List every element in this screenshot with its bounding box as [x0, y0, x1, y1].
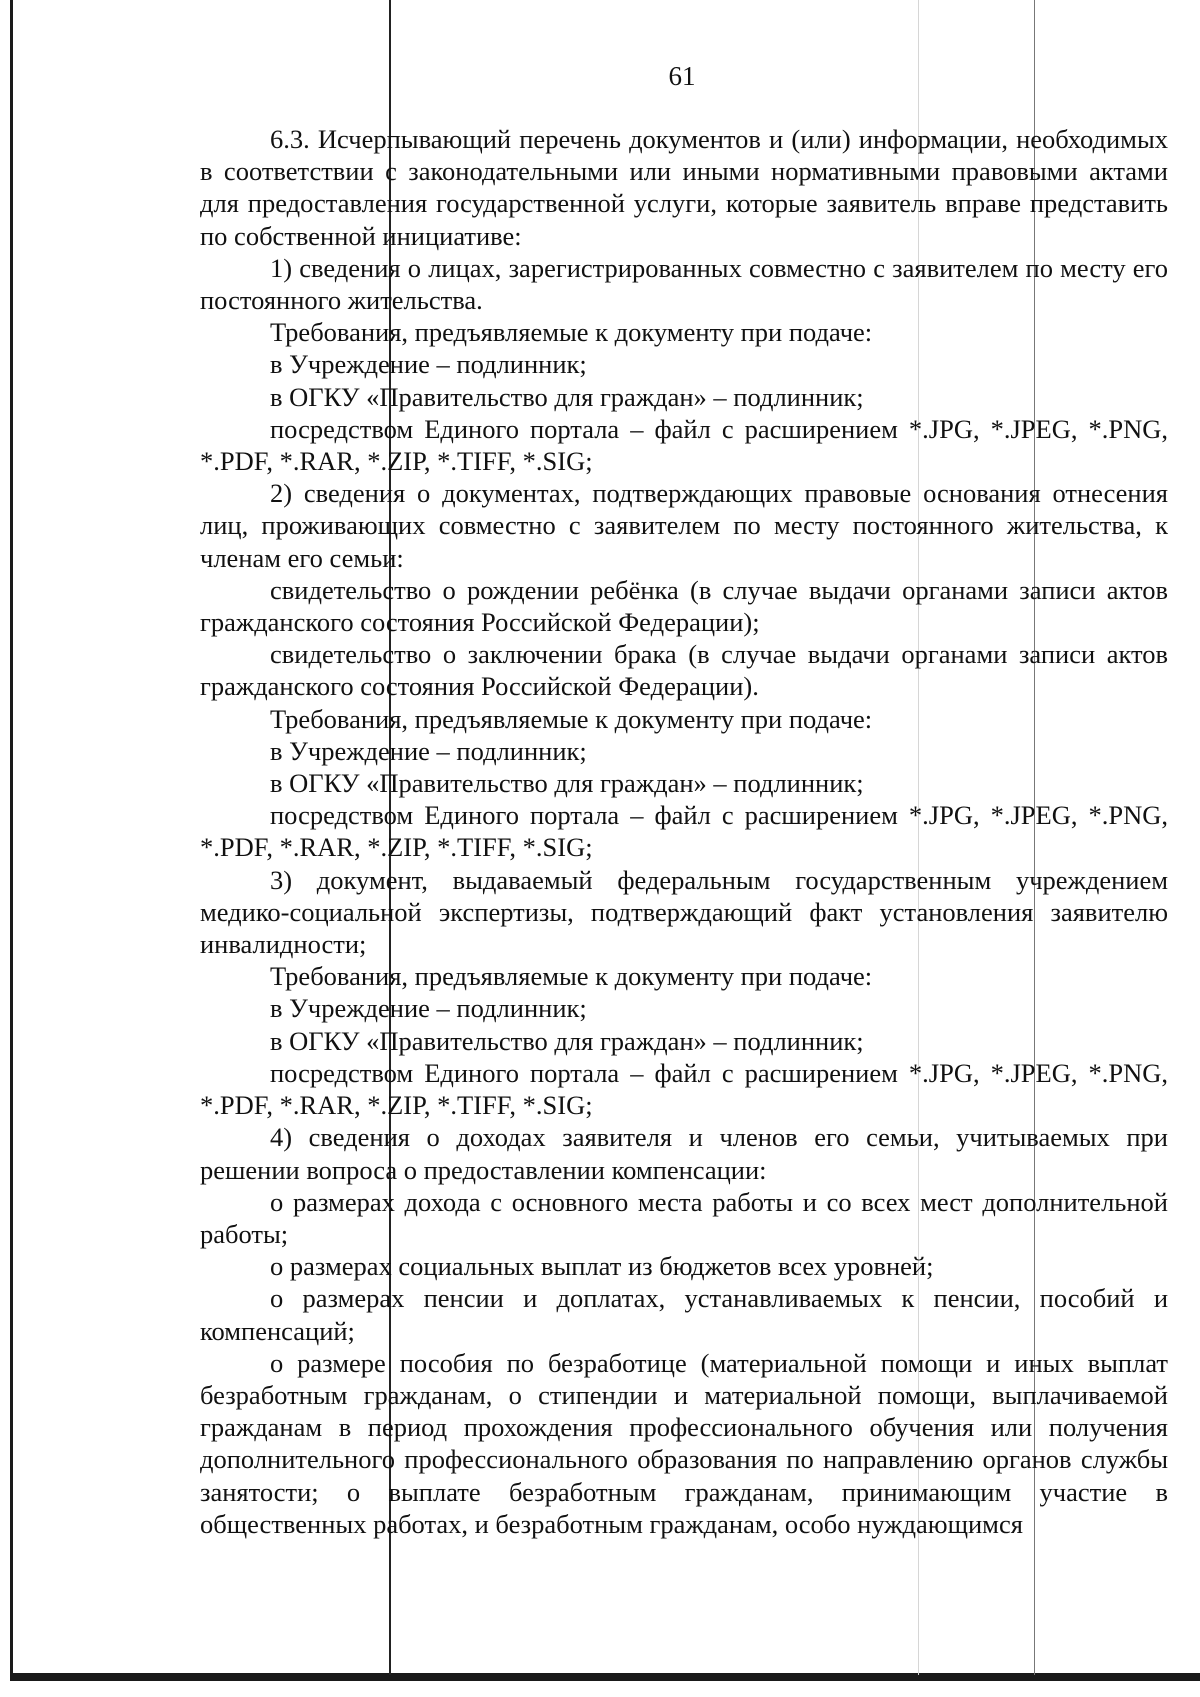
requirement-item: в Учреждение – подлинник; [270, 349, 587, 380]
sub-item: о размере пособия по безработице (материальной помощи и иных выплат безработным гражданам, о стипендии и материальной помощи, выплачиваемой гражданам в период прохождения профессионального обучения или получения дополнительного профессионального образования по направлению органов службы занятости; о выплате безработным гражданам, принимающим участие в общественных работах, и безработным гражданам, особо нуждающимся [200, 1347, 1168, 1539]
sub-item: свидетельство о рождении ребёнка (в случае выдачи органами записи актов гражданского состояния Российской Федерации); [200, 574, 1168, 638]
requirements-heading: Требования, предъявляемые к документу при подаче: [270, 317, 873, 348]
requirement-item: в ОГКУ «Правительство для граждан» – подлинник; [270, 768, 864, 799]
scan-bottom-border [10, 1673, 1200, 1681]
section-heading-paragraph: 6.3. Исчерпывающий перечень документов и (или) информации, необходимых в соответствии с законодательными или иными нормативными правовыми актами для предоставления государственной услуги, которые заявитель вправе представить по собственной инициативе: [200, 124, 1168, 251]
requirement-item: посредством Единого портала – файл с расширением *.JPG, *.JPEG, *.PNG, *.PDF, *.RAR, *.ZIP, *.TIFF, *.SIG; [200, 800, 1168, 863]
sub-item: о размерах пенсии и доплатах, устанавливаемых к пенсии, пособий и компенсаций; [200, 1283, 1168, 1346]
requirement-item: посредством Единого портала – файл с расширением *.JPG, *.JPEG, *.PNG, *.PDF, *.RAR, *.ZIP, *.TIFF, *.SIG; [200, 1057, 1168, 1121]
requirement-item: в Учреждение – подлинник; [270, 993, 587, 1024]
page-number: 61 [668, 61, 696, 91]
list-item: 1) сведения о лицах, зарегистрированных совместно с заявителем по месту его постоянного жительства. [200, 252, 1168, 316]
requirement-item: в ОГКУ «Правительство для граждан» – подлинник; [270, 381, 864, 412]
requirements-heading: Требования, предъявляемые к документу при подаче: [270, 703, 873, 734]
document-body [200, 123, 1168, 1540]
sub-item: свидетельство о заключении брака (в случае выдачи органами записи актов гражданского состояния Российской Федерации). [200, 639, 1168, 702]
requirement-item: посредством Единого портала – файл с расширением *.JPG, *.JPEG, *.PNG, *.PDF, *.RAR, *.ZIP, *.TIFF, *.SIG; [200, 413, 1168, 477]
scan-left-border [10, 0, 13, 1678]
requirements-heading: Требования, предъявляемые к документу при подаче: [270, 961, 873, 992]
sub-item: о размерах социальных выплат из бюджетов всех уровней; [270, 1251, 934, 1282]
list-item: 3) документ, выдаваемый федеральным государственным учреждением медико-социальной экспертизы, подтверждающий факт установления заявителю инвалидности; [200, 864, 1168, 960]
requirement-item: в ОГКУ «Правительство для граждан» – подлинник; [270, 1025, 864, 1056]
requirement-item: в Учреждение – подлинник; [270, 735, 587, 766]
sub-item: о размерах дохода с основного места работы и со всех мест дополнительной работы; [200, 1186, 1168, 1249]
list-item: 2) сведения о документах, подтверждающих правовые основания отнесения лиц, проживающих совместно с заявителем по месту постоянного жительства, к членам его семьи: [200, 478, 1168, 573]
list-item: 4) сведения о доходах заявителя и членов его семьи, учитываемых при решении вопроса о предоставлении компенсации: [200, 1122, 1168, 1185]
